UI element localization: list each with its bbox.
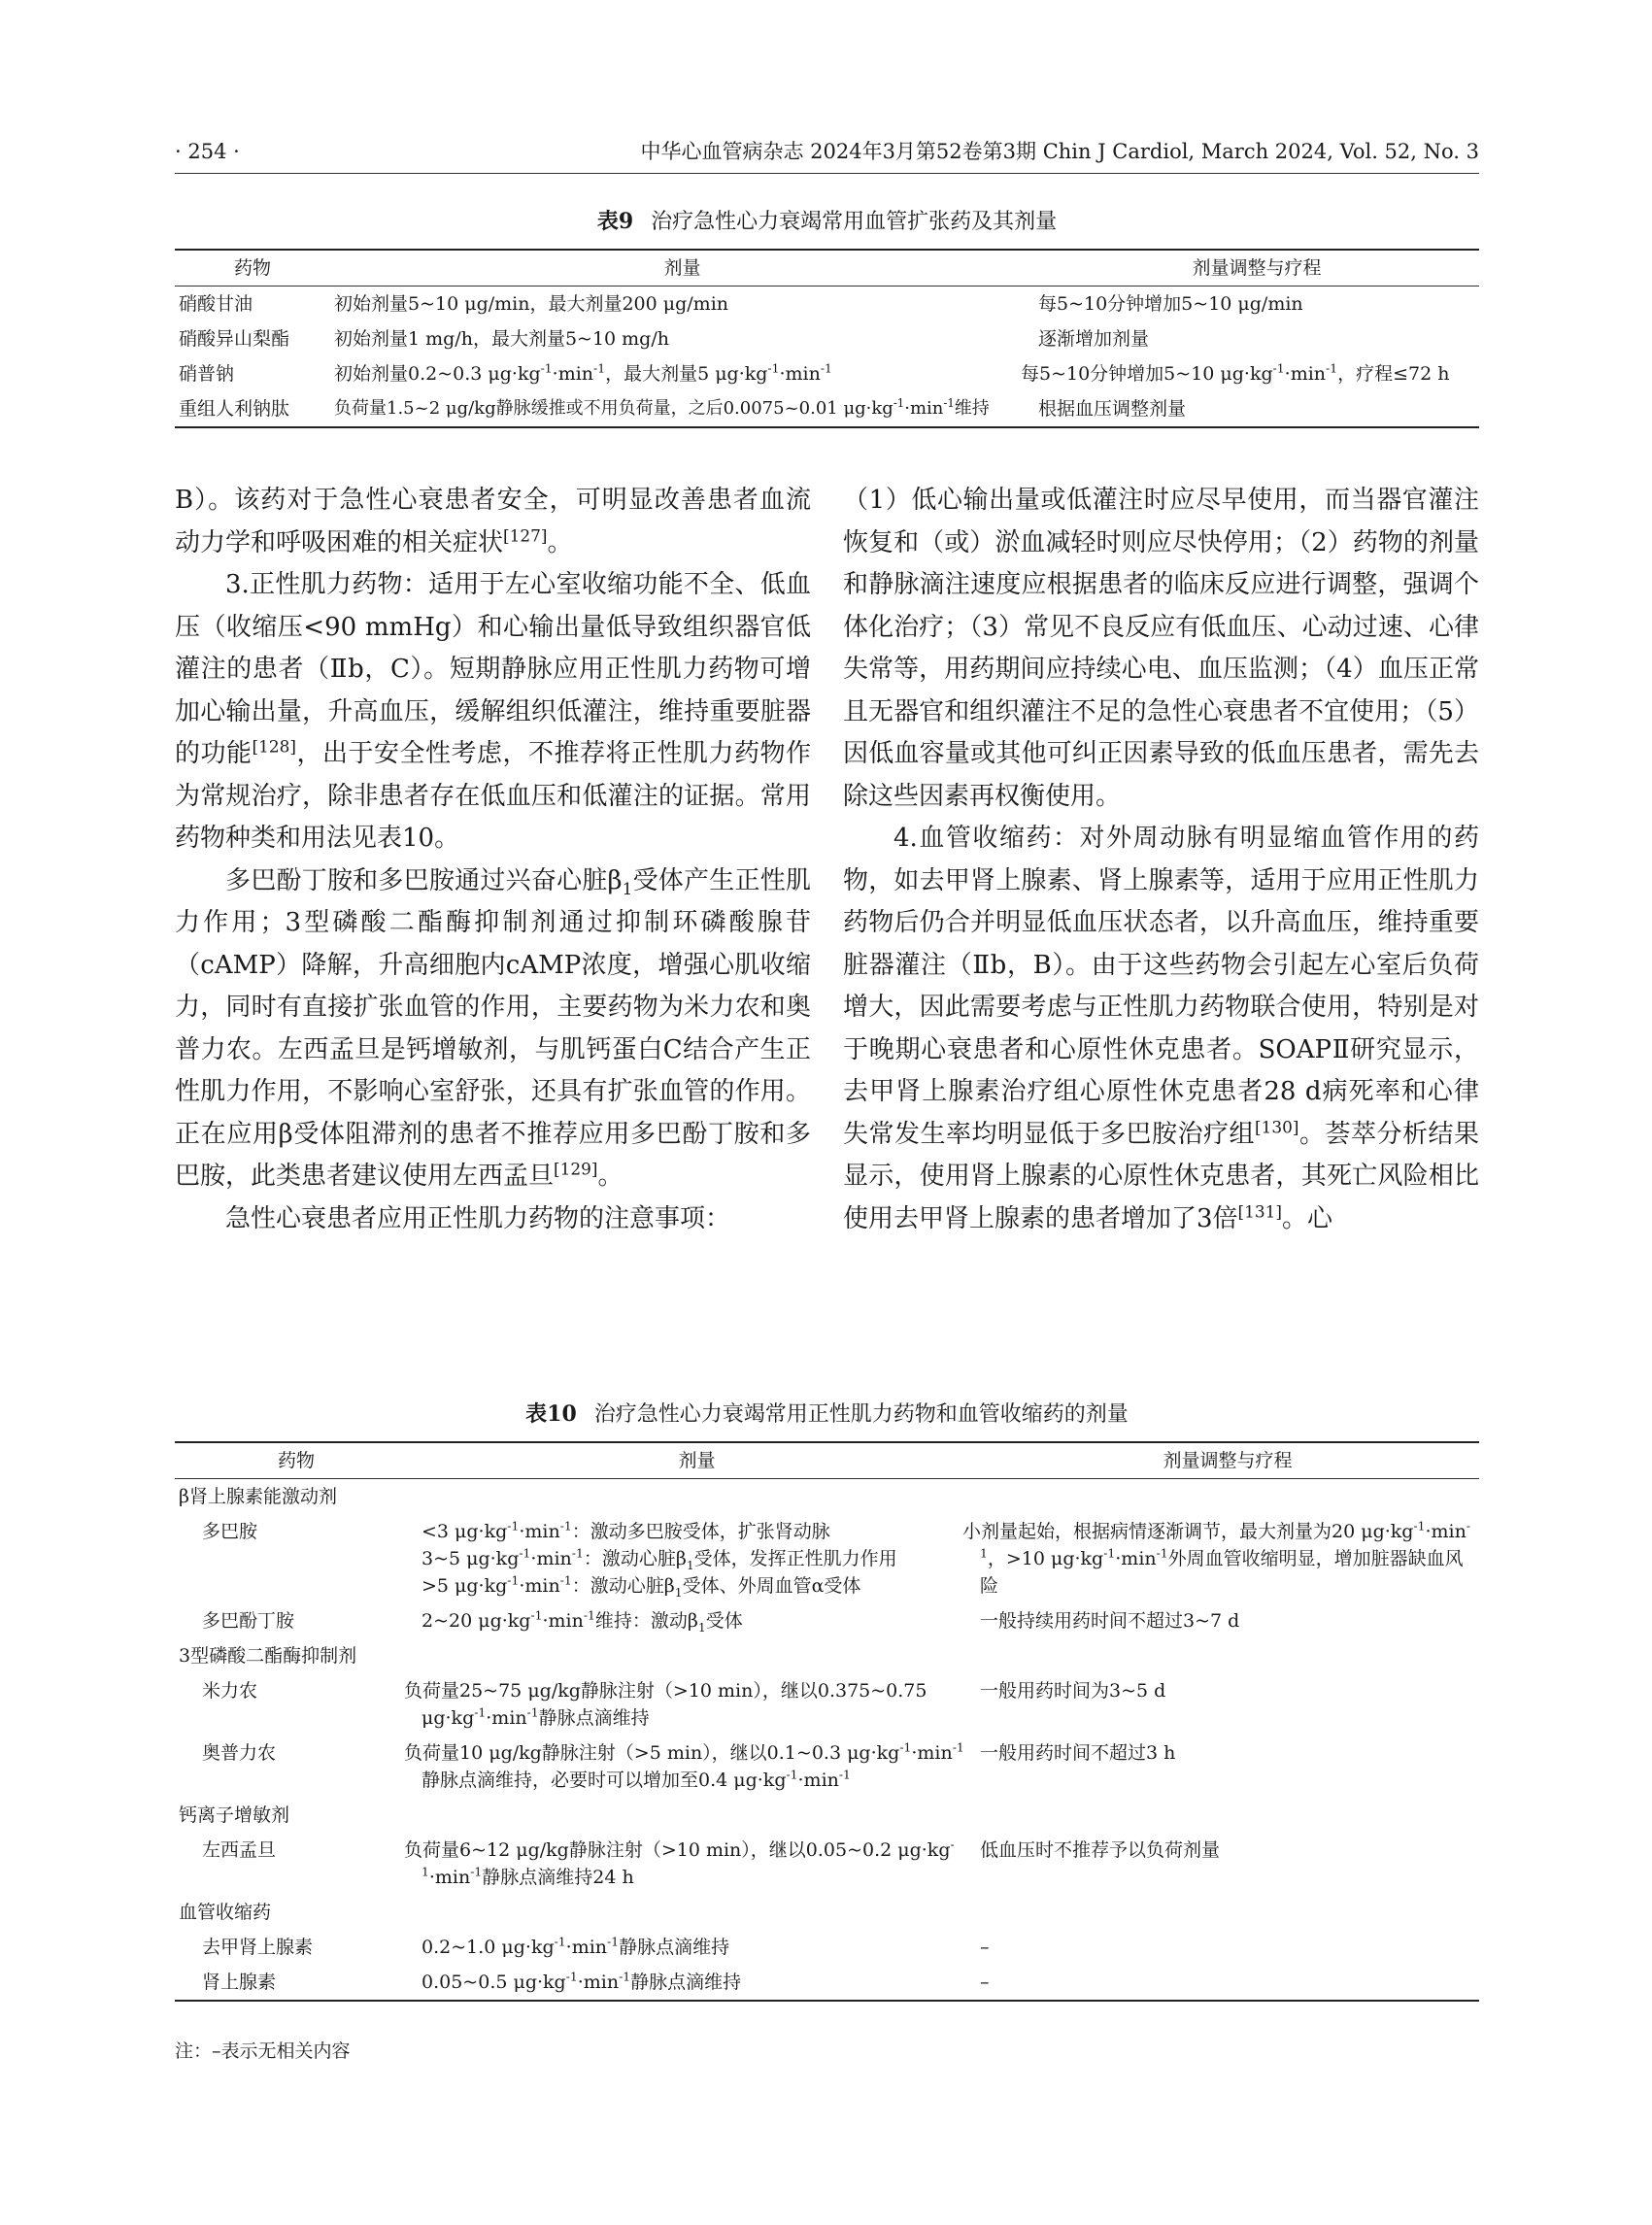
- cell-dose: 0.2~1.0 $\mu g\cdot kg^{-1}\cdot\min^{-1}$静脉点滴维持: [421, 1935, 730, 1958]
- cell-adjust: 一般用药时间为3~5 d: [980, 1680, 1166, 1702]
- cell-drug: 多巴酚丁胺: [202, 1610, 295, 1632]
- table-row: [175, 1603, 1479, 1638]
- cell-drug: 米力农: [202, 1680, 258, 1702]
- table-row: [175, 321, 1479, 356]
- body-left-column: [175, 480, 811, 1240]
- cell-dose: 2~20 $\mu g\cdot kg^{-1}\cdot\min^{-1}$维持：激动$\beta_1$受体: [421, 1608, 743, 1635]
- running-header: [175, 132, 1479, 171]
- cell-drug: 多巴胺: [202, 1521, 258, 1542]
- table9-label: 表9: [596, 209, 634, 234]
- cell-adjust: 一般持续用药时间不超过3~7 d: [980, 1610, 1240, 1632]
- paragraph: 3.正性肌力药物：适用于左心室收缩功能不全、低血压（收缩压<90 mmHg）和心输出量低导致组织器官低灌注的患者（Ⅱb，C）。短期静脉应用正性肌力药物可增加心输出量，升高血压，缓解组织低灌注，维持重要脏器的功能[128]，出于安全性考虑，不推荐将正性肌力药物作为常规治疗，除非患者存在低血压和低灌注的证据。常用药物种类和用法见表10。: [175, 570, 811, 853]
- cell-group: β肾上腺素能激动剂: [179, 1486, 337, 1507]
- cell-adjust: 低血压时不推荐予以负荷剂量: [980, 1839, 1221, 1861]
- table-row: [175, 1673, 1479, 1736]
- cell-drug: 硝酸异山梨酯: [179, 328, 290, 350]
- cell-adjust: 每5~10分钟增加5~10 $\mu g\cdot kg^{-1}\cdot\min^{-1}$，疗程≤72 h: [1021, 361, 1450, 385]
- cell-drug: 去甲肾上腺素: [202, 1937, 314, 1958]
- paragraph: 多巴酚丁胺和多巴胺通过兴奋心脏$\beta_1$受体产生正性肌力作用；3型磷酸二酯酶抑制剂通过抑制环磷酸腺苷（cAMP）降解，升高细胞内cAMP浓度，增强心肌收缩力，同时有直接扩张血管的作用，主要药物为米力农和奥普力农。左西孟旦是钙增敏剂，与肌钙蛋白C结合产生正性肌力作用，不影响心室舒张，还具有扩张血管的作用。正在应用β受体阻滞剂的患者不推荐应用多巴酚丁胺和多巴胺，此类患者建议使用左西孟旦[129]。: [175, 865, 811, 1191]
- cell-dose: 初始剂量5~10 μg/min，最大剂量200 μg/min: [334, 293, 729, 315]
- table-row: [175, 1930, 1479, 1965]
- cell-adjust: 小剂量起始，根据病情逐渐调节，最大剂量为20 $\mu g\cdot kg^{-1}\cdot\min^{-1}$，>10 $\mu g\cdot kg^{-1}\cdot\min^{-1}$外周血管收缩明显，增加脏器缺血风险: [962, 1519, 1471, 1597]
- table9: [175, 249, 1479, 428]
- cell-drug: 硝普钠: [179, 363, 235, 385]
- paragraph: 4.血管收缩药：对外周动脉有明显缩血管作用的药物，如去甲肾上腺素、肾上腺素等，适用于应用正性肌力药物后仍合并明显低血压状态者，以升高血压，维持重要脏器灌注（Ⅱb，B）。由于这些药物会引起左心室后负荷增大，因此需要考虑与正性肌力药物联合使用，特别是对于晚期心衰患者和心原性休克患者。SOAPⅡ研究显示，去甲肾上腺素治疗组心原性休克患者28 d病死率和心律失常发生率均明显低于多巴胺治疗组[130]。荟萃分析结果显示，使用肾上腺素的心原性休克患者，其死亡风险相比使用去甲肾上腺素的患者增加了3倍[131]。心: [843, 824, 1479, 1233]
- cell-dose: 初始剂量0.2~0.3 $\mu g\cdot kg^{-1}\cdot\min^{-1}$，最大剂量5 $\mu g\cdot kg^{-1}\cdot\min^{-1}$: [334, 361, 832, 385]
- table-row: [175, 1736, 1479, 1798]
- cell-dose: 负荷量10 μg/kg静脉注射（>5 min），继以0.1~0.3 $\mu g\cdot kg^{-1}\cdot\min^{-1}$静脉点滴维持，必要时可以增加至0.4 $\mu g\cdot kg^{-1}\cdot\min^{-1}$: [404, 1740, 964, 1791]
- table-group-row: [175, 1895, 1479, 1930]
- cell-group: 钙离子增敏剂: [179, 1804, 290, 1826]
- table10-note: 注：–表示无相关内容: [175, 2040, 351, 2062]
- cell-dose: 0.05~0.5 $\mu g\cdot kg^{-1}\cdot\min^{-1}$静脉点滴维持: [421, 1970, 742, 1993]
- table9-title: 治疗急性心力衰竭常用血管扩张药及其剂量: [651, 210, 1058, 234]
- table-group-row: [175, 1798, 1479, 1833]
- table9-caption: [175, 206, 1479, 238]
- cell-group: 3型磷酸二酯酶抑制剂: [179, 1645, 357, 1667]
- cell-drug: 奥普力农: [202, 1742, 277, 1764]
- cell-adjust: –: [980, 1972, 990, 1993]
- table-row: [175, 1514, 1479, 1603]
- cell-drug: 左西孟旦: [202, 1839, 277, 1861]
- cell-adjust: 每5~10分钟增加5~10 μg/min: [1038, 293, 1303, 315]
- table10-header-dose: 剂量: [418, 1442, 976, 1479]
- table-row: [175, 287, 1479, 322]
- table-row: [175, 356, 1479, 391]
- body-right-column: [843, 480, 1479, 1240]
- table10-header-drug: 药物: [175, 1442, 418, 1479]
- cell-dose: 负荷量25~75 μg/kg静脉注射（>10 min），继以0.375~0.75 $\mu g\cdot kg^{-1}\cdot\min^{-1}$静脉点滴维持: [404, 1680, 927, 1729]
- table10: [175, 1441, 1479, 2002]
- table10-header-row: [175, 1442, 1479, 1479]
- paragraph: B）。该药对于急性心衰患者安全，可明显改善患者血流动力学和呼吸困难的相关症状[127]。: [175, 486, 811, 557]
- table-group-row: [175, 1638, 1479, 1673]
- table-row: [175, 1965, 1479, 2001]
- table10-header-adjust: 剂量调整与疗程: [976, 1442, 1479, 1479]
- table-group-row: [175, 1479, 1479, 1515]
- table9-header-dose: 剂量: [330, 250, 1034, 287]
- header-rule: [175, 173, 1479, 174]
- table9-header-drug: 药物: [175, 250, 330, 287]
- cell-drug: 硝酸甘油: [179, 293, 253, 315]
- table-row: [175, 391, 1479, 427]
- page-number: · 254 ·: [175, 140, 240, 163]
- table9-header-row: [175, 250, 1479, 287]
- cell-dose: 负荷量6~12 μg/kg静脉注射（>10 min），继以0.05~0.2 $\mu g\cdot kg^{-1}\cdot\min^{-1}$静脉点滴维持24 h: [404, 1837, 955, 1888]
- journal-citation: 中华心血管病杂志 2024年3月第52卷第3期 Chin J Cardiol, March 2024, Vol. 52, No. 3: [640, 140, 1479, 163]
- paragraph: 急性心衰患者应用正性肌力药物的注意事项：: [225, 1203, 731, 1233]
- cell-drug: 肾上腺素: [202, 1972, 277, 1993]
- cell-adjust: 逐渐增加剂量: [1038, 328, 1150, 350]
- table10-label: 表10: [525, 1401, 577, 1427]
- cell-adjust: –: [980, 1937, 990, 1958]
- paragraph: （1）低心输出量或低灌注时应尽早使用，而当器官灌注恢复和（或）淤血减轻时则应尽快停用；（2）药物的剂量和静脉滴注速度应根据患者的临床反应进行调整，强调个体化治疗；（3）常见不良反应有低血压、心动过速、心律失常等，用药期间应持续心电、血压监测；（4）血压正常且无器官和组织灌注不足的急性心衰患者不宜使用；（5）因低血容量或其他可纠正因素导致的低血压患者，需先去除这些因素再权衡使用。: [843, 486, 1479, 811]
- cell-group: 血管收缩药: [179, 1902, 272, 1923]
- cell-dose: 负荷量1.5~2 μg/kg静脉缓推或不用负荷量，之后0.0075~0.01 $\mu g\cdot kg^{-1}\cdot\min^{-1}$维持: [334, 396, 990, 419]
- cell-drug: 重组人利钠肽: [179, 398, 290, 420]
- table10-title: 治疗急性心力衰竭常用正性肌力药物和血管收缩药的剂量: [593, 1402, 1129, 1427]
- table-row: [175, 1833, 1479, 1895]
- cell-dose: 初始剂量1 mg/h，最大剂量5~10 mg/h: [334, 328, 669, 350]
- cell-adjust: 一般用药时间不超过3 h: [980, 1742, 1176, 1764]
- table10-caption: [175, 1399, 1479, 1431]
- table9-header-adjust: 剂量调整与疗程: [1034, 250, 1479, 287]
- cell-adjust: 根据血压调整剂量: [1038, 398, 1187, 420]
- cell-dose: <3 $\mu g\cdot kg^{-1}\cdot\min^{-1}$：激动多巴胺受体，扩张肾动脉 3~5 $\mu g\cdot kg^{-1}\cdot\min^{-1}$：激动心脏$\beta_1$受体，发挥正性肌力作用 >5 $\mu g\cdot kg^{-1}\cdot\min^{-1}$：激动心脏$\beta_1$受体、外周血管α受体: [421, 1519, 897, 1600]
